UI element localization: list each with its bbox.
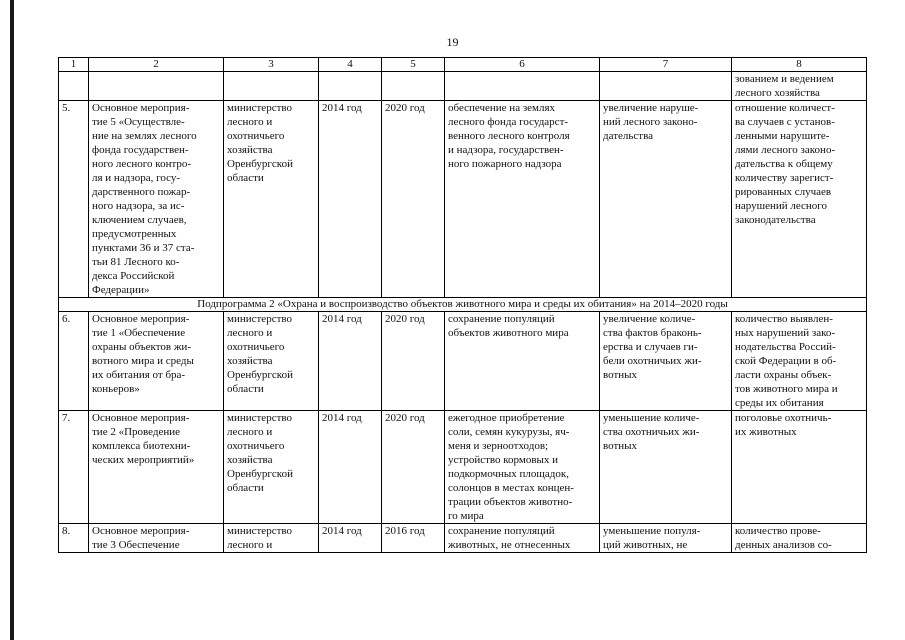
- column-number: 3: [224, 58, 319, 72]
- result-cell: ежегодное приобретение соли, семян кукурузы, яч- меня и зерноотходов; устройство кормовых и подкормочных площадок, солонцов в местах концен- трации объектов животно- го мира: [445, 411, 600, 524]
- table-cell: [89, 72, 224, 101]
- end-year-cell: 2020 год: [382, 101, 445, 298]
- continuation-row: [59, 72, 867, 101]
- indicator-cell: отношение количест- ва случаев с установ- ленными нарушите- лями лесного законо- дательства к общему количеству зарегист- рированных случаев нарушений лесного законодательства: [732, 101, 867, 298]
- start-year-cell: 2014 год: [319, 312, 382, 411]
- activity-cell: Основное мероприя- тие 2 «Проведение комплекса биотехни- ческих мероприятий»: [89, 411, 224, 524]
- end-year-cell: 2020 год: [382, 411, 445, 524]
- scan-edge: [10, 0, 14, 640]
- column-number: 4: [319, 58, 382, 72]
- column-number: 8: [732, 58, 867, 72]
- row-number: 5.: [59, 101, 89, 298]
- column-number: 7: [600, 58, 732, 72]
- consequence-cell: увеличение наруше- ний лесного законо- дательства: [600, 101, 732, 298]
- result-cell: сохранение популяций животных, не отнесенных: [445, 524, 600, 553]
- column-number: 5: [382, 58, 445, 72]
- table-row: [59, 101, 867, 298]
- table-cell: [382, 72, 445, 101]
- row-number: 6.: [59, 312, 89, 411]
- result-cell: обеспечение на землях лесного фонда государст- венного лесного контроля и надзора, государствен- ного пожарного надзора: [445, 101, 600, 298]
- row-number: 7.: [59, 411, 89, 524]
- program-table: [58, 57, 867, 553]
- consequence-cell: уменьшение количе- ства охотничьих жи- вотных: [600, 411, 732, 524]
- activity-cell: Основное мероприя- тие 3 Обеспечение: [89, 524, 224, 553]
- indicator-cell: поголовье охотничь- их животных: [732, 411, 867, 524]
- activity-cell: Основное мероприя- тие 1 «Обеспечение охраны объектов жи- вотного мира и среды их обитания от бра- коньеров»: [89, 312, 224, 411]
- table-row: [59, 524, 867, 553]
- executor-cell: министерство лесного и охотничьего хозяйства Оренбургской области: [224, 312, 319, 411]
- table-cell: [445, 72, 600, 101]
- table-cell: [319, 72, 382, 101]
- start-year-cell: 2014 год: [319, 101, 382, 298]
- row-number: 8.: [59, 524, 89, 553]
- indicator-cell: количество выявлен- ных нарушений зако- нодательства Россий- ской Федерации в об- ласти охраны объек- тов животного мира и среды их обитания: [732, 312, 867, 411]
- end-year-cell: 2020 год: [382, 312, 445, 411]
- consequence-cell: уменьшение популя- ций животных, не: [600, 524, 732, 553]
- start-year-cell: 2014 год: [319, 411, 382, 524]
- executor-cell: министерство лесного и охотничьего хозяйства Оренбургской области: [224, 411, 319, 524]
- subprogram-row: [59, 298, 867, 312]
- page-number: 19: [446, 35, 459, 49]
- column-number-row: [59, 58, 867, 72]
- table-row: [59, 312, 867, 411]
- indicator-cell: количество прове- денных анализов со-: [732, 524, 867, 553]
- consequence-cell: увеличение количе- ства фактов браконь- ерства и случаев ги- бели охотничьих жи- вотных: [600, 312, 732, 411]
- activity-cell: Основное мероприя- тие 5 «Осуществле- ние на землях лесного фонда государствен- ного лесного контро- ля и надзора, госу- дарственного пожар- ного надзора, за ис- ключением случаев, предусмотренных пунктами 36 и 37 ста- тьи 81 Лесного ко- декса Российской Федерации»: [89, 101, 224, 298]
- executor-cell: министерство лесного и охотничьего хозяйства Оренбургской области: [224, 101, 319, 298]
- start-year-cell: 2014 год: [319, 524, 382, 553]
- column-number: 1: [59, 58, 89, 72]
- column-number: 6: [445, 58, 600, 72]
- continuation-indicator: зованием и ведением лесного хозяйства: [732, 72, 867, 101]
- end-year-cell: 2016 год: [382, 524, 445, 553]
- table-cell: [59, 72, 89, 101]
- table-cell: [224, 72, 319, 101]
- column-number: 2: [89, 58, 224, 72]
- table-cell: [600, 72, 732, 101]
- result-cell: сохранение популяций объектов животного мира: [445, 312, 600, 411]
- subprogram-title: Подпрограмма 2 «Охрана и воспроизводство объектов животного мира и среды их обитания» на 2014–2020 годы: [59, 298, 867, 312]
- table-row: [59, 411, 867, 524]
- executor-cell: министерство лесного и: [224, 524, 319, 553]
